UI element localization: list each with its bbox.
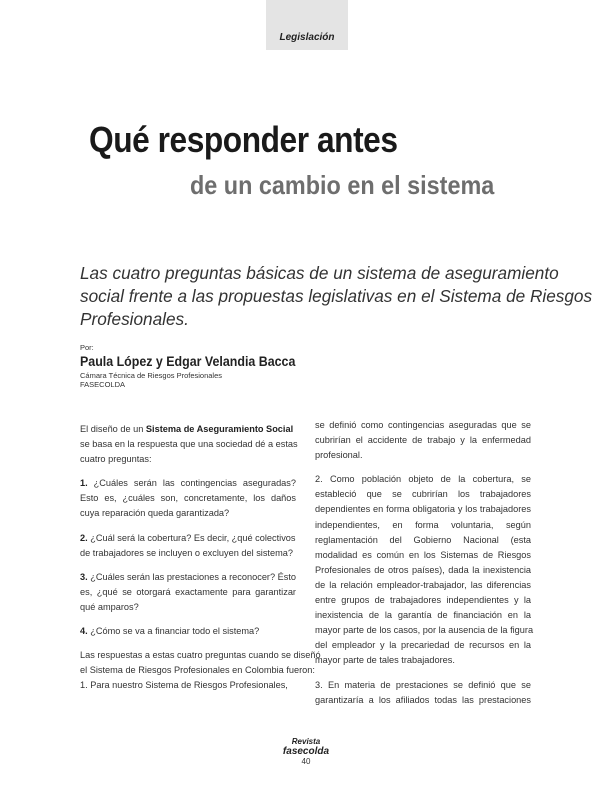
article-title: Qué responder antes xyxy=(89,119,398,160)
body-line: mayor parte de tales trabajadores. xyxy=(315,655,455,666)
body-line: El diseño de un Sistema de Aseguramiento Social xyxy=(80,424,294,434)
body-line: cubrirían el accidente de trabajo y la enfermedad xyxy=(315,435,531,446)
question-line: cuya reparación queda garantizada? xyxy=(80,508,230,519)
left-column xyxy=(80,422,321,693)
lead-line: Las cuatro preguntas básicas de un sistema de aseguramiento xyxy=(80,263,559,283)
question-line: 3. ¿Cuáles serán las prestaciones a reconocer? Ésto xyxy=(80,571,297,582)
question-line: 2. ¿Cuál será la cobertura? Es decir, ¿qué colectivos xyxy=(80,532,296,543)
body-line: cuatro preguntas: xyxy=(80,454,152,465)
lead-line: Profesionales. xyxy=(80,309,189,329)
section-label: Legislación xyxy=(279,32,335,43)
body-line: de la relación empleador-trabajador, las diferencias xyxy=(315,579,531,590)
question-line: qué amparos? xyxy=(80,601,139,612)
right-column xyxy=(315,418,534,708)
body-line: 1. Para nuestro Sistema de Riesgos Profesionales, xyxy=(80,680,288,691)
authors: Paula López y Edgar Velandia Bacca xyxy=(80,354,296,369)
body-line: inexistencia de la garantía de financiación en la xyxy=(315,610,531,621)
body-line: 3. En materia de prestaciones se definió que se xyxy=(315,679,531,690)
body-line: garantizaría a los afiliados todas las prestaciones xyxy=(315,694,531,705)
article-subtitle: de un cambio en el sistema xyxy=(190,170,495,200)
section-tab xyxy=(266,0,348,50)
body-line: independientes, en forma voluntaria, según xyxy=(315,519,531,530)
question-line: es, ¿qué se otorgará exactamente para garantizar xyxy=(80,586,296,597)
body-line: 2. Como población objeto de la cobertura, se xyxy=(315,474,531,485)
lead-line: social frente a las propuestas legislativas en el Sistema de Riesgos xyxy=(80,286,593,306)
body-line: estableció que se cubrirían los trabajadores xyxy=(315,489,531,500)
organization: FASECOLDA xyxy=(80,380,126,389)
body-line: el Sistema de Riesgos Profesionales en Colombia fueron: xyxy=(80,665,315,676)
body-line: reglamentación del Gobierno Nacional (esta xyxy=(315,534,531,545)
magazine-label: Revista xyxy=(291,737,321,746)
body-line: profesional. xyxy=(315,450,363,461)
body-line: mayor parte de los casos, por la ausencia de la figura xyxy=(315,625,534,636)
byline-label: Por: xyxy=(80,343,94,352)
page-footer xyxy=(0,737,612,767)
body-line: se definió como contingencias aseguradas que se xyxy=(315,420,531,430)
body-line: modalidad es común en los Sistemas de Riesgos xyxy=(315,549,531,560)
body-line: se basa en la respuesta que una sociedad dé a estas xyxy=(80,439,298,450)
question-line: de trabajadores se incluyen o excluyen del sistema? xyxy=(80,547,293,558)
question-line: 1. ¿Cuáles serán las contingencias aseguradas? xyxy=(80,478,296,489)
body-line: entre grupos de trabajadores independientes y la xyxy=(315,595,531,606)
question-line: 4. ¿Cómo se va a financiar todo el sistema? xyxy=(80,626,260,637)
body-line: dependientes en forma obligatoria y los trabajadores xyxy=(315,504,531,515)
body-line: Profesionales de otros países), dada la inexistencia xyxy=(315,564,531,575)
body-line: del empleador y la precariedad de recursos en la xyxy=(315,640,531,651)
question-line: Esto es, ¿cuáles son, concretamente, los daños xyxy=(80,493,296,504)
affiliation: Cámara Técnica de Riesgos Profesionales xyxy=(80,371,223,380)
body-line: Las respuestas a estas cuatro preguntas cuando se diseñó xyxy=(80,650,321,661)
magazine-logo: fasecolda xyxy=(282,746,330,757)
page-number: 40 xyxy=(301,757,311,766)
lead-paragraph xyxy=(80,262,593,331)
emphasis: Sistema de Aseguramiento Social xyxy=(145,424,294,434)
